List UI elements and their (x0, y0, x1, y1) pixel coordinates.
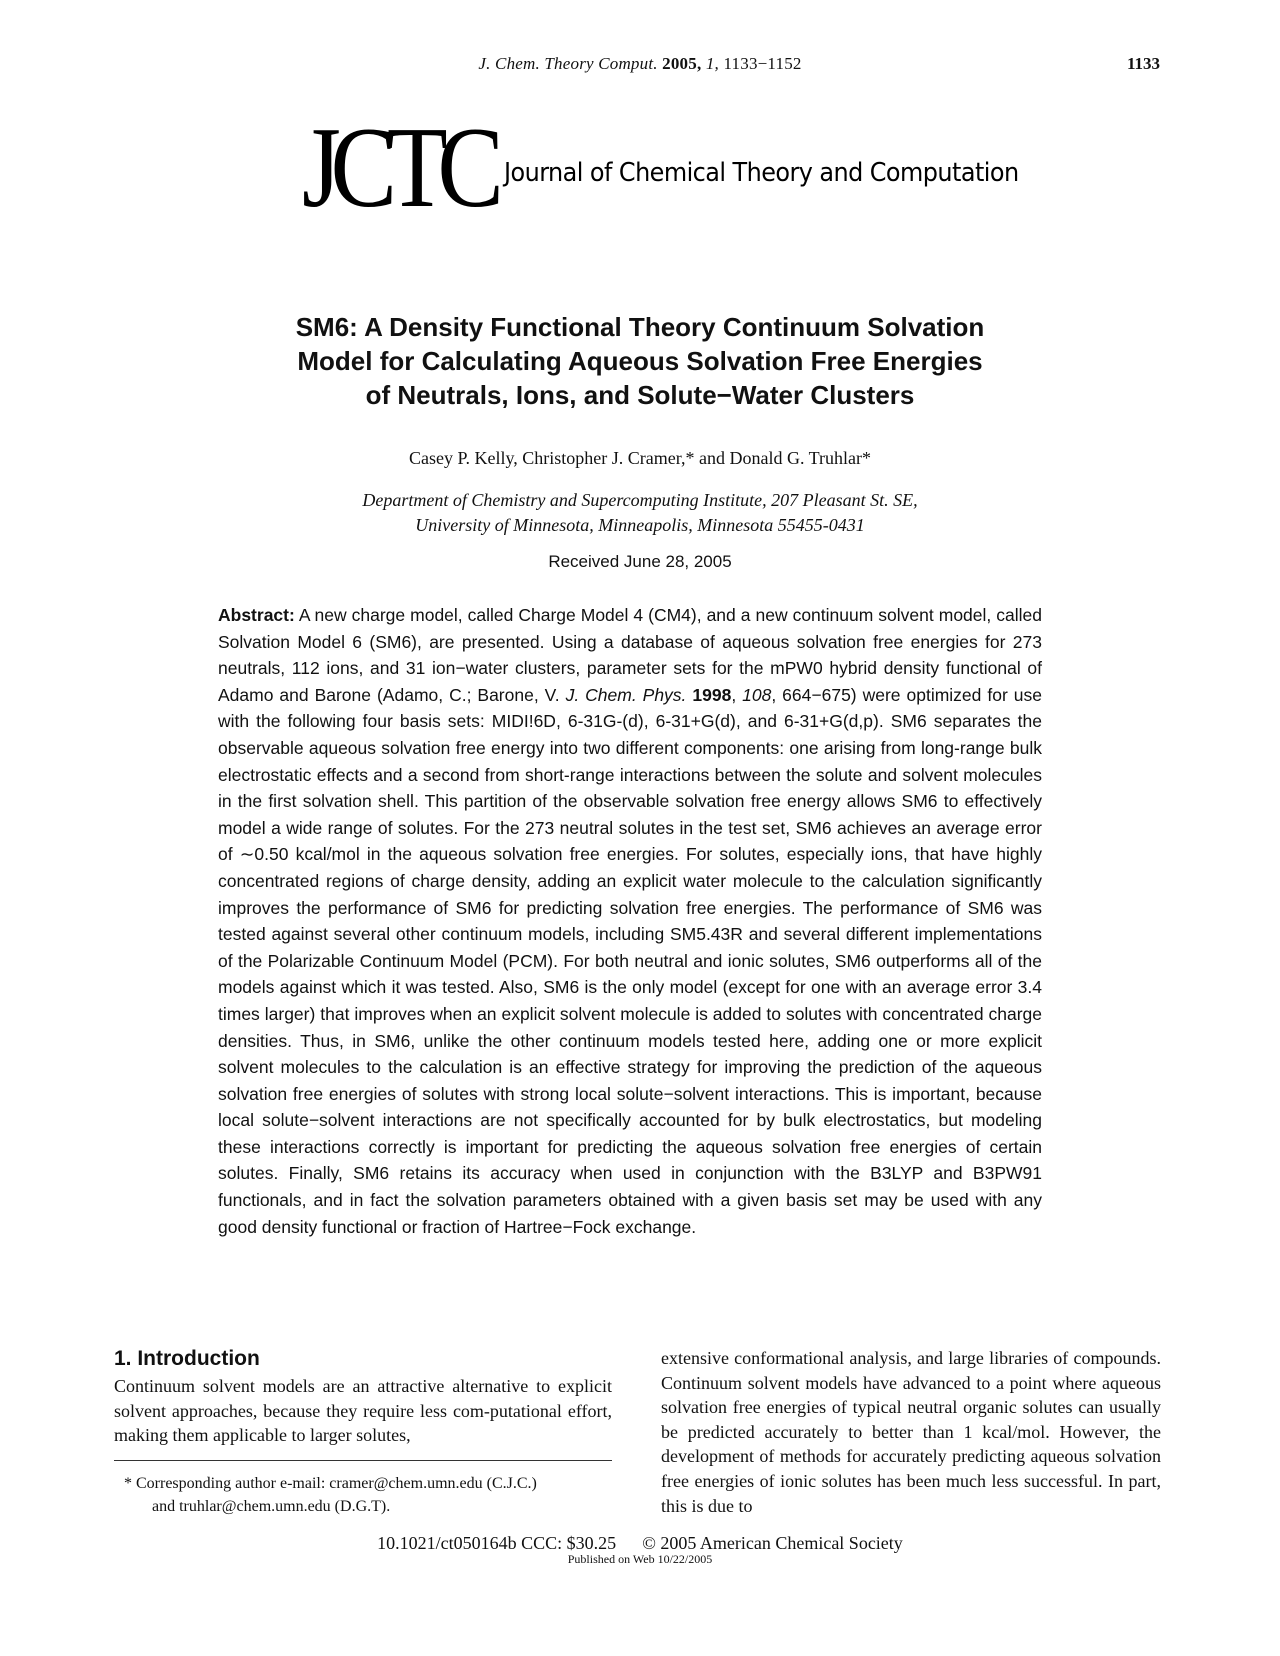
article-title (0, 310, 1280, 412)
intro-paragraph-right: extensive conformational analysis, and large libraries of compounds. Continuum solvent models have advanced to a point where aqueous solvation free energies of typical neutral organic solutes can usually be predicted accurately to better than 1 kcal/mol. However, the development of methods for accurately predicting aqueous solvation free energies of ionic solutes has been much less successful. In part, this is due to (661, 1348, 1161, 1516)
logo-journal-name: Journal of Chemical Theory and Computation (504, 158, 1019, 188)
page-number: 1133 (1126, 54, 1160, 73)
intro-paragraph-left: Continuum solvent models are an attractive alternative to explicit solvent approaches, because they require less com-putational effort, making them applicable to larger solutes, (114, 1376, 612, 1446)
abstract: Abstract: A new charge model, called Charge Model 4 (CM4), and a new continuum solvent model, called Solvation Model 6 (SM6), are presented. Using a database of aqueous solvation free energies for 273 neutrals, 112 ions, and 31 ion−water clusters, parameter sets for the mPW0 hybrid density functional of Adamo and Barone (Adamo, C.; Barone, V. J. Chem. Phys. 1998, 108, 664−675) were optimized for use with the following four basis sets: MIDI!6D, 6-31G-(d), 6-31+G(d), and 6-31+G(d,p). SM6 separates the observable aqueous solvation free energy into two different components: one arising from long-range bulk electrostatic effects and a second from short-range interactions between the solute and solvent molecules in the first solvation shell. This partition of the observable solvation free energy allows SM6 to effectively model a wide range of solutes. For the 273 neutral solutes in the test set, SM6 achieves an average error of ∼0.50 kcal/mol in the aqueous solvation free energies. For solutes, especially ions, that have highly concentrated regions of charge density, adding an explicit water molecule to the calculation significantly improves the performance of SM6 for predicting solvation free energies. The performance of SM6 was tested against several other continuum models, including SM5.43R and several different implementations of the Polarizable Continuum Model (PCM). For both neutral and ionic solutes, SM6 outperforms all of the models against which it was tested. Also, SM6 is the only model (except for one with an average error 3.4 times larger) that improves when an explicit solvent molecule is added to solutes with concentrated charge densities. Thus, in SM6, unlike the other continuum models tested here, adding one or more explicit solvent molecules to the calculation is an effective strategy for improving the prediction of the aqueous solvation free energies of solutes with strong local solute−solvent interactions. This is important, because local solute−solvent interactions are not specifically accounted for by bulk electrostatics, but modeling these interactions correctly is important for predicting the aqueous solvation free energies of certain solutes. Finally, SM6 retains its accuracy when used in conjunction with the B3LYP and B3PW91 functionals, and in fact the solvation parameters obtained with a given basis set may be used with any good density functional or fraction of Hartree−Fock exchange. (218, 605, 1042, 1237)
page-range: 1133−1152 (723, 54, 802, 73)
abstract-ref-year: 1998 (692, 684, 732, 705)
title-line: of Neutrals, Ions, and Solute−Water Clusters (365, 380, 915, 410)
abstract-ref-journal: J. Chem. Phys. (565, 684, 687, 705)
running-head (0, 54, 1280, 74)
affiliation-line: Department of Chemistry and Supercomputing Institute, 207 Pleasant St. SE, (362, 490, 918, 510)
journal-year: 2005, (662, 54, 702, 73)
published-date: Published on Web 10/22/2005 (567, 1552, 713, 1566)
intro-left-column (114, 1346, 612, 1448)
abstract-ref-volume: 108 (742, 684, 772, 705)
journal-abbrev: J. Chem. Theory Comput. (478, 54, 658, 73)
abstract-text-part1: A new charge model, called Charge Model 4 (CM4), and a new continuum solvent model, called Solvation Model 6 (SM6), are presented. Using a database of aqueous solvation free energies for 273 neutrals, 112 ions, and 31 ion−water clusters, parameter sets for the mPW0 hybrid density functional of Adamo and Barone (Adamo, C.; Barone, V. (218, 605, 1042, 705)
title-line: Model for Calculating Aqueous Solvation Free Energies (297, 346, 983, 376)
intro-right-column (661, 1346, 1161, 1518)
footnote (114, 1472, 612, 1518)
doi: 10.1021/ct050164b CCC: $30.25 (377, 1533, 617, 1553)
abstract-label: Abstract: (218, 605, 295, 625)
footnote-line: and truhlar@chem.umn.edu (D.G.T). (152, 1498, 391, 1515)
section-heading: 1. Introduction (114, 1347, 260, 1370)
journal-volume: 1, (705, 54, 720, 73)
logo-mark: JCTC (302, 104, 494, 232)
footnote-divider (114, 1460, 612, 1461)
journal-logo (302, 104, 1019, 238)
affiliation (0, 488, 1280, 538)
affiliation-line: University of Minnesota, Minneapolis, Minnesota 55455-0431 (415, 515, 865, 535)
copyright: © 2005 American Chemical Society (642, 1533, 903, 1553)
title-line: SM6: A Density Functional Theory Continuum Solvation (295, 312, 985, 342)
received-date: Received June 28, 2005 (548, 552, 732, 571)
doi-line (0, 1533, 1280, 1554)
abstract-text-part2: , 664−675) were optimized for use with the following four basis sets: MIDI!6D, 6-31G-(d), 6-31+G(d), and 6-31+G(d,p). SM6 separates the observable aqueous solvation free energy into two different components: one arising from long-range bulk electrostatic effects and a second from short-range interactions between the solute and solvent molecules in the first solvation shell. This partition of the observable solvation free energy allows SM6 to effectively model a wide range of solutes. For the 273 neutral solutes in the test set, SM6 achieves an average error of ∼0.50 kcal/mol in the aqueous solvation free energies. For solutes, especially ions, that have highly concentrated regions of charge density, adding an explicit water molecule to the calculation significantly improves the performance of SM6 for predicting solvation free energies. The performance of SM6 was tested against several other continuum models, including SM5.43R and several different implementations of the Polarizable Continuum Model (PCM). For both neutral and ionic solutes, SM6 outperforms all of the models against which it was tested. Also, SM6 is the only model (except for one with an average error 3.4 times larger) that improves when an explicit solvent molecule is added to solutes with concentrated charge densities. Thus, in SM6, unlike the other continuum models tested here, adding one or more explicit solvent molecules to the calculation is an effective strategy for improving the prediction of the aqueous solvation free energies of solutes with strong local solute−solvent interactions. This is important, because local solute−solvent interactions are not specifically accounted for by bulk electrostatics, but modeling these interactions correctly is important for predicting the aqueous solvation free energies of certain solutes. Finally, SM6 retains its accuracy when used in conjunction with the B3LYP and B3PW91 functionals, and in fact the solvation parameters obtained with a given basis set may be used with any good density functional or fraction of Hartree−Fock exchange. (218, 684, 1042, 1237)
authors: Casey P. Kelly, Christopher J. Cramer,* and Donald G. Truhlar* (408, 448, 872, 468)
footnote-line: * Corresponding author e-mail: cramer@chem.umn.edu (C.J.C.) (124, 1475, 537, 1492)
